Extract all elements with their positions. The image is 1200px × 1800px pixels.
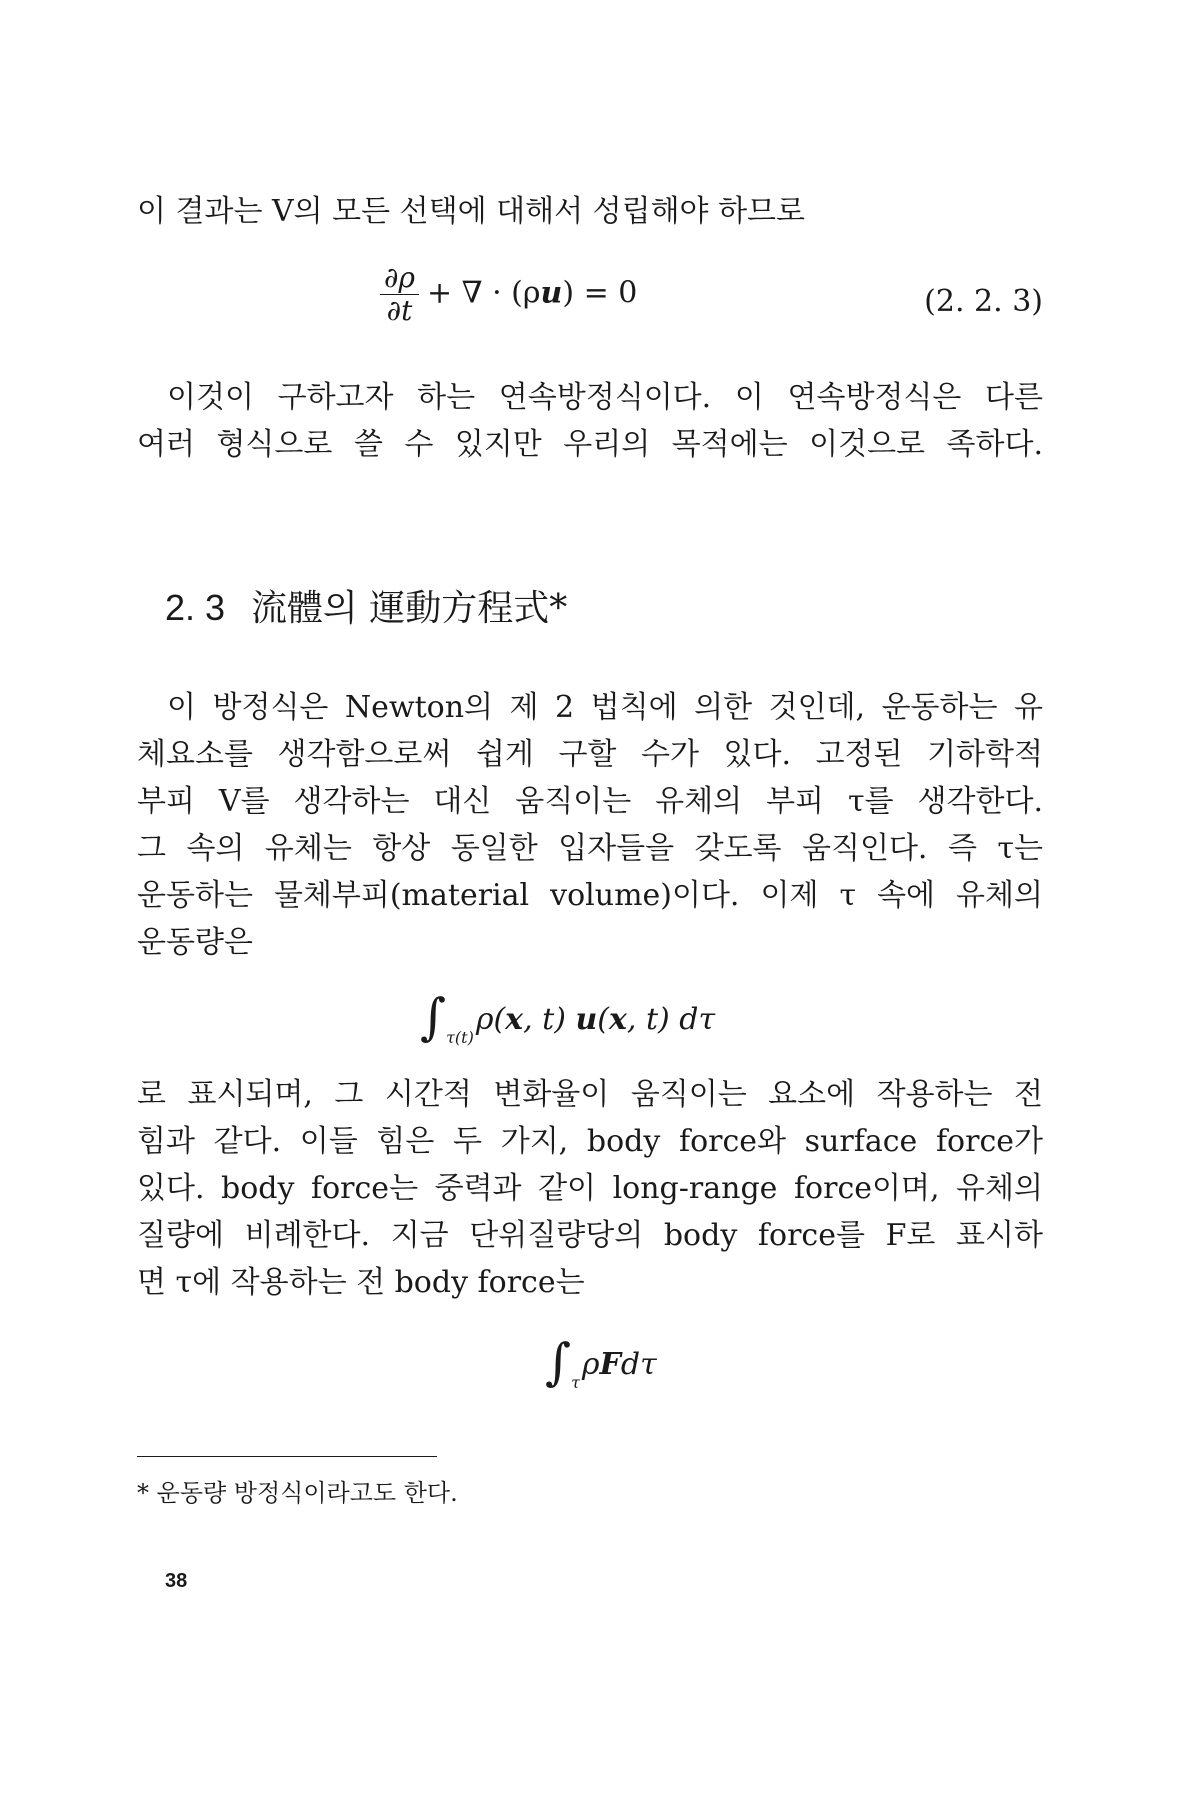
equation-term: ) = 0 bbox=[562, 275, 638, 311]
equation-term: , t) bbox=[523, 1002, 566, 1037]
text-line: 부피 V를 생각하는 대신 움직이는 유체의 부피 τ를 생각한다. bbox=[137, 784, 1043, 819]
footnote: * 운동량 방정식이라고도 한다. bbox=[137, 1479, 458, 1507]
text-line: 이 결과는 V의 모든 선택에 대해서 성립해야 하므로 bbox=[137, 194, 806, 229]
text-line: 운동량은 bbox=[137, 925, 253, 960]
text-line: 질량에 비례한다. 지금 단위질량당의 body force를 F로 표시하 bbox=[137, 1218, 1043, 1253]
partial-fraction bbox=[380, 262, 419, 327]
text-line: 힘과 같다. 이들 힘은 두 가지, body force와 surface force가 bbox=[137, 1124, 1043, 1159]
text-line: 있다. body force는 중력과 같이 long-range force이며, 유체의 bbox=[137, 1171, 1043, 1206]
page-number: 38 bbox=[165, 1570, 188, 1592]
position-symbol: x bbox=[505, 1002, 524, 1037]
integral-domain: τ(t) bbox=[446, 1028, 474, 1047]
text-line: 운동하는 물체부피(material volume)이다. 이제 τ 속에 유체의 bbox=[137, 878, 1043, 913]
equation-continuity bbox=[380, 262, 637, 327]
integral-sign: ∫ bbox=[545, 1333, 572, 1391]
force-symbol: F bbox=[599, 1347, 621, 1382]
equation-body-force-integral bbox=[545, 1333, 657, 1392]
text-line: 체요소를 생각함으로써 쉽게 구할 수가 있다. 고정된 기하학적 bbox=[137, 737, 1043, 772]
equation-term: ρ( bbox=[475, 1002, 506, 1037]
integral-domain: τ bbox=[571, 1373, 580, 1392]
fraction-numerator: ∂ρ bbox=[380, 262, 419, 295]
position-symbol: x bbox=[608, 1002, 627, 1037]
section-title: 流體의 運動方程式* bbox=[251, 588, 568, 629]
equation-term: ( bbox=[597, 1002, 609, 1037]
section-number: 2. 3 bbox=[165, 587, 226, 628]
text-line: 이것이 구하고자 하는 연속방정식이다. 이 연속방정식은 다른 bbox=[167, 380, 1043, 415]
text-line: 로 표시되며, 그 시간적 변화율이 움직이는 요소에 작용하는 전 bbox=[137, 1077, 1043, 1112]
text-line: 여러 형식으로 쓸 수 있지만 우리의 목적에는 이것으로 족하다. bbox=[137, 427, 1043, 462]
equation-momentum-integral bbox=[420, 988, 716, 1047]
text-line: 그 속의 유체는 항상 동일한 입자들을 갖도록 움직인다. 즉 τ는 bbox=[137, 831, 1043, 866]
equation-term: , t) dτ bbox=[626, 1002, 716, 1037]
text-line: 이 방정식은 Newton의 제 2 법칙에 의한 것인데, 운동하는 유 bbox=[167, 690, 1043, 725]
velocity-symbol: u bbox=[540, 275, 563, 311]
equation-term: dτ bbox=[620, 1347, 657, 1382]
fraction-denominator: ∂t bbox=[386, 294, 413, 327]
velocity-symbol: u bbox=[575, 1002, 598, 1037]
footnote-rule bbox=[137, 1456, 437, 1457]
equation-term: + ∇ · (ρ bbox=[426, 275, 541, 311]
section-heading bbox=[165, 585, 567, 632]
text-line: 면 τ에 작용하는 전 body force는 bbox=[137, 1265, 585, 1300]
integral-sign: ∫ bbox=[420, 988, 447, 1046]
equation-term: ρ bbox=[581, 1347, 600, 1382]
equation-number: (2. 2. 3) bbox=[924, 284, 1043, 319]
